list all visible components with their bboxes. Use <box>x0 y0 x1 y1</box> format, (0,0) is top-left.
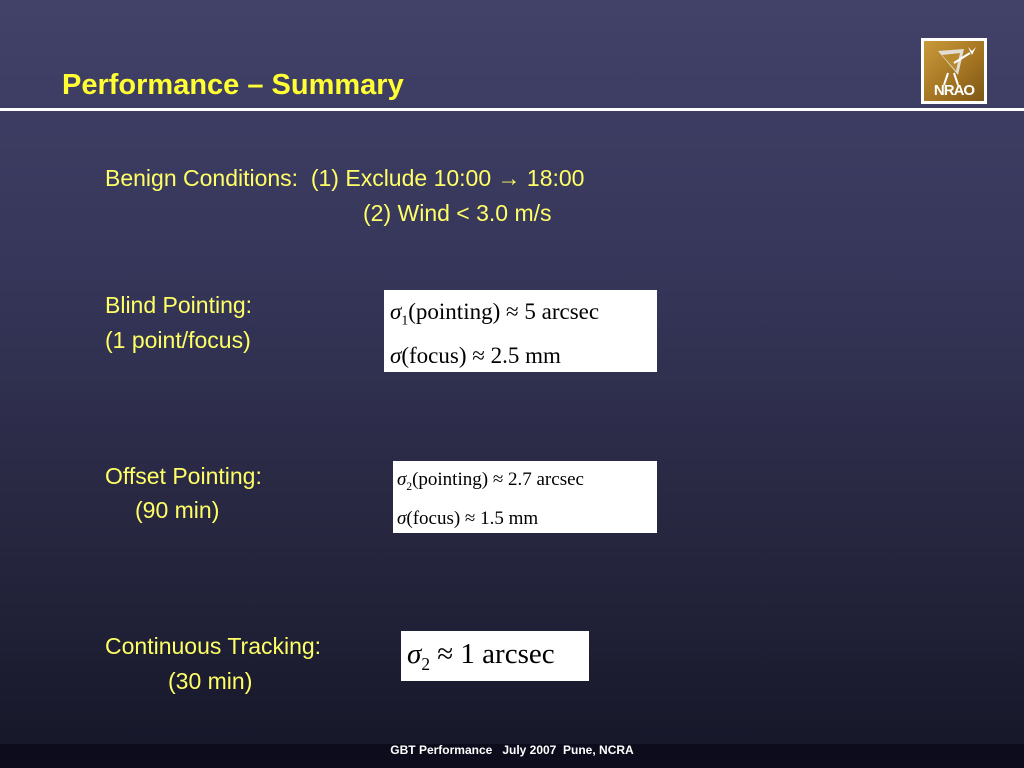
benign-line-1 <box>105 165 584 193</box>
offset-eq-focus <box>397 503 653 535</box>
tracking-equation <box>401 631 589 681</box>
sigma-symbol: σ <box>390 342 402 368</box>
offset-eq-pointing <box>397 464 653 503</box>
subscript: 2 <box>406 480 413 493</box>
offset-equations <box>393 461 657 533</box>
logo-text: NRAO <box>933 82 975 99</box>
benign-label: Benign Conditions: <box>105 165 299 191</box>
title-divider <box>0 108 1024 111</box>
subscript: 2 <box>421 653 431 674</box>
blind-eq-focus <box>390 338 651 373</box>
footer-text: GBT Performance July 2007 Pune, NCRA <box>390 743 634 757</box>
blind-equations <box>384 290 657 372</box>
benign-item-1-end: 18:00 <box>526 165 585 191</box>
expr: (focus) ≈ 1.5 mm <box>406 507 539 529</box>
tracking-label: Continuous Tracking: <box>105 633 322 659</box>
arrow-right-icon: → <box>497 165 521 191</box>
tracking-sub: (30 min) <box>168 668 253 694</box>
sigma-symbol: σ <box>397 469 407 490</box>
slide-title: Performance – Summary <box>62 69 404 101</box>
benign-item-2: (2) Wind < 3.0 m/s <box>363 200 552 226</box>
offset-label: Offset Pointing: <box>105 463 262 489</box>
expr: (focus) ≈ 2.5 mm <box>401 342 561 368</box>
expr: (pointing) ≈ 5 arcsec <box>408 299 600 324</box>
tracking-eq <box>407 633 583 685</box>
sigma-symbol: σ <box>390 299 402 324</box>
footer <box>0 744 1024 768</box>
sigma-symbol: σ <box>397 507 407 529</box>
subscript: 1 <box>401 312 409 328</box>
offset-sub: (90 min) <box>135 497 220 523</box>
benign-item-1: (1) Exclude 10:00 <box>310 165 492 191</box>
blind-sub: (1 point/focus) <box>105 327 251 353</box>
nrao-logo <box>921 38 987 104</box>
nrao-telescope-logo-icon <box>924 41 984 101</box>
blind-eq-pointing <box>390 294 651 338</box>
sigma-symbol: σ <box>407 638 422 670</box>
blind-label: Blind Pointing: <box>105 292 253 318</box>
expr: ≈ 1 arcsec <box>430 638 555 670</box>
expr: (pointing) ≈ 2.7 arcsec <box>412 469 584 490</box>
